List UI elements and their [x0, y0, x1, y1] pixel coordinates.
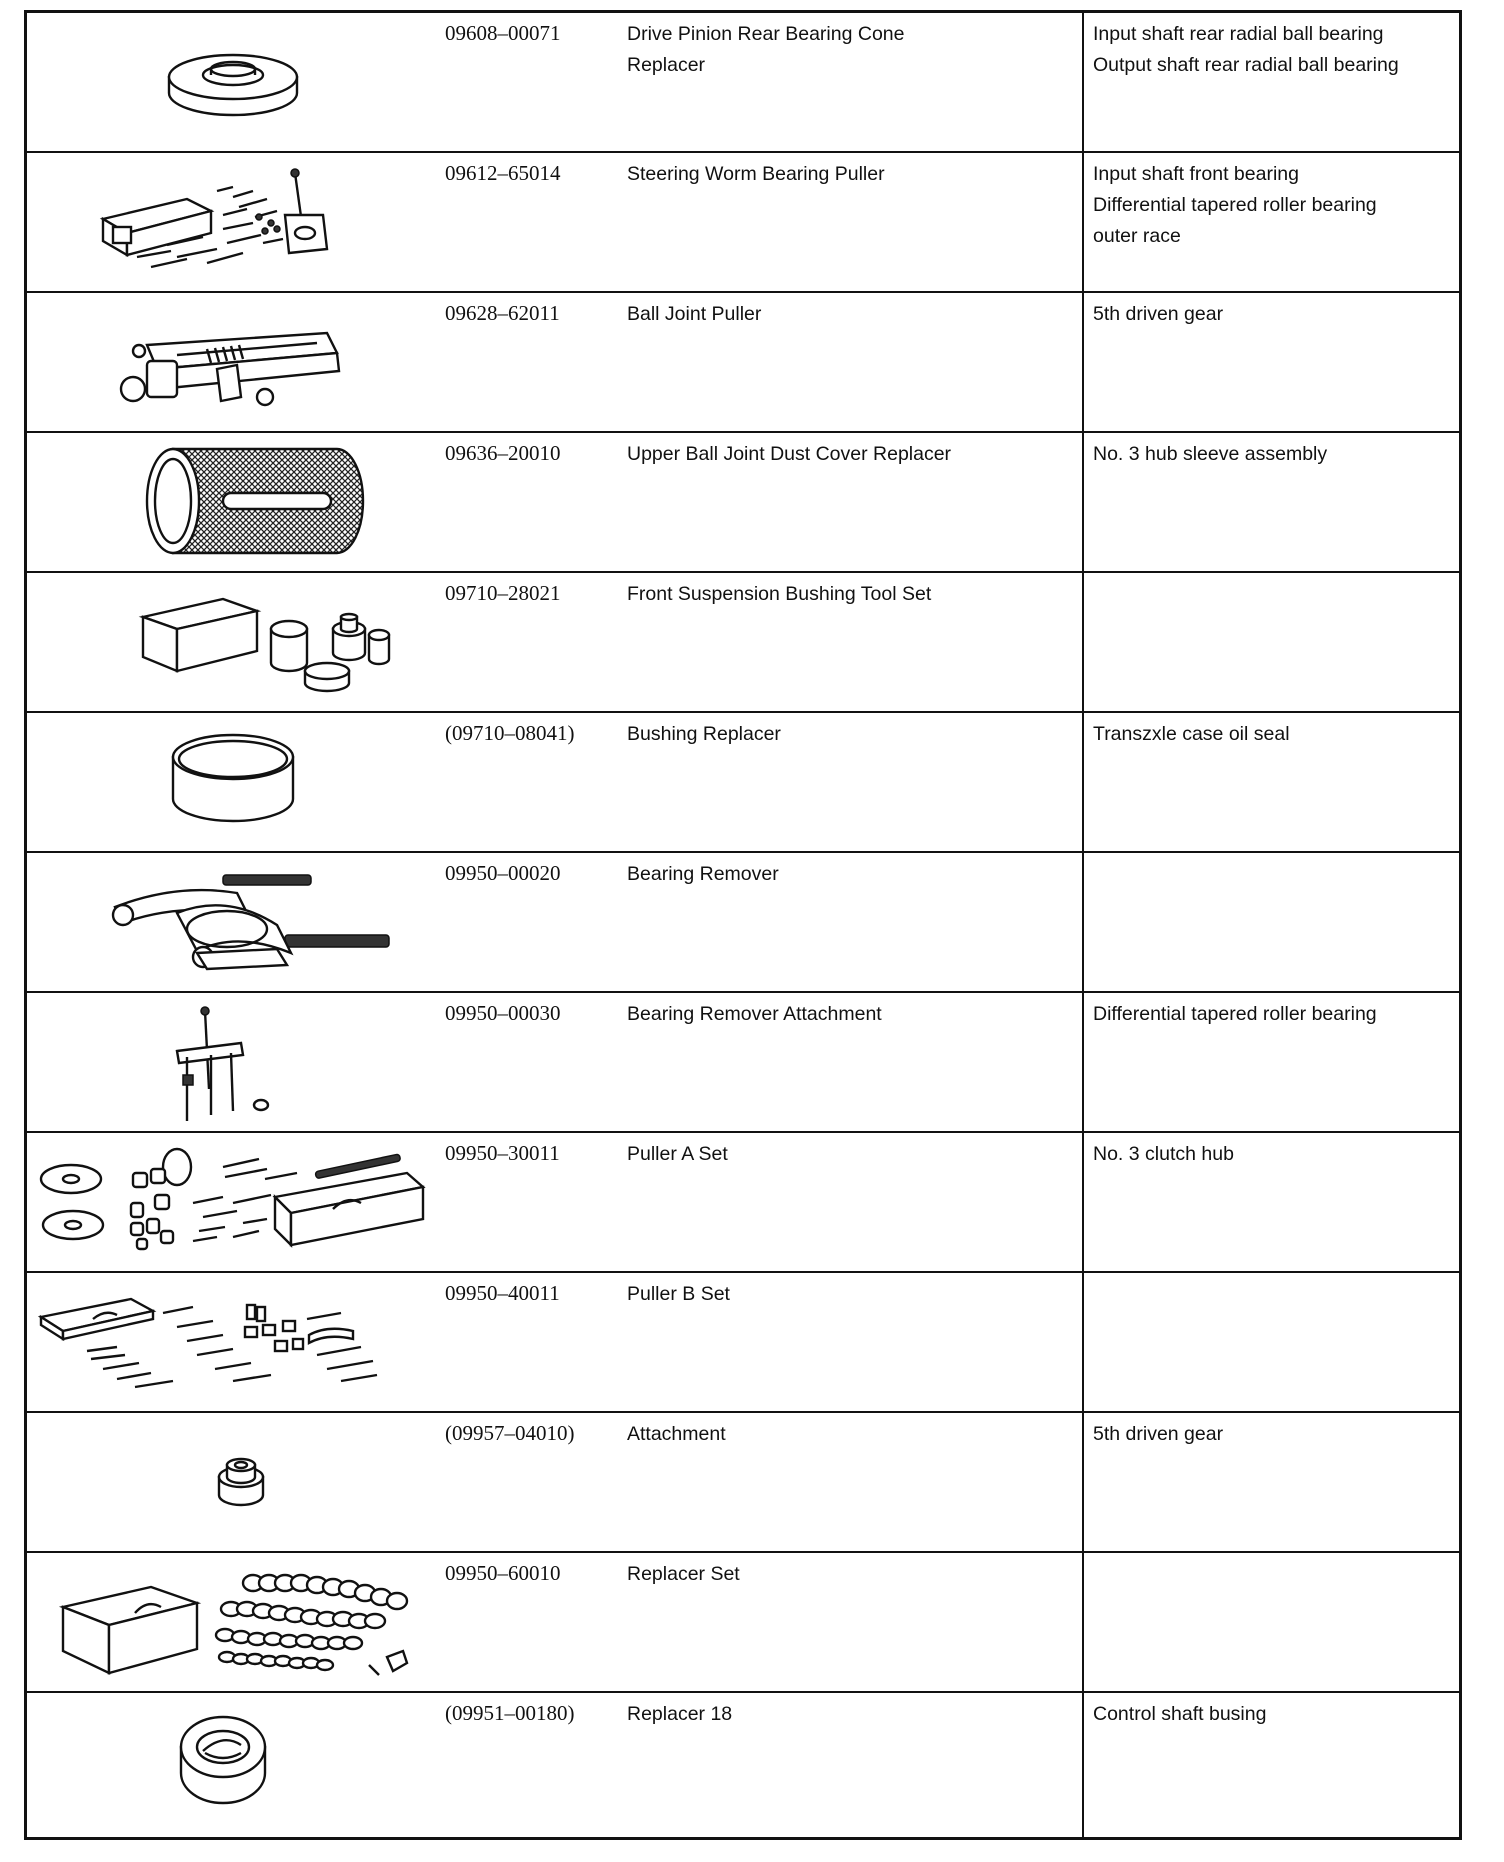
puller-b-set-illustration: [27, 1273, 437, 1413]
table-row: [27, 993, 1459, 1133]
usage-line: outer race: [1093, 225, 1181, 247]
part-name: Bushing Replacer: [627, 723, 781, 745]
part-name: Ball Joint Puller: [627, 303, 762, 325]
bearing-remover-illustration: [27, 853, 437, 993]
part-name: Drive Pinion Rear Bearing Cone Replacer: [627, 23, 905, 76]
usage: [1093, 999, 1458, 1030]
part-number: 09612–65014: [445, 161, 561, 185]
usage-line: Input shaft front bearing: [1093, 163, 1299, 185]
usage-line: Control shaft busing: [1093, 1703, 1267, 1725]
usage-line: Output shaft rear radial ball bearing: [1093, 54, 1399, 76]
usage-line: 5th driven gear: [1093, 1423, 1224, 1445]
dust-cover-replacer-illustration: [27, 433, 437, 573]
part-number: 09950–00030: [445, 1001, 561, 1025]
remover-attachment-illustration: [27, 993, 437, 1133]
part-number: (09951–00180): [445, 1701, 575, 1725]
special-tools-table: [24, 10, 1462, 1840]
usage-line: No. 3 hub sleeve assembly: [1093, 443, 1328, 465]
usage: [1093, 1139, 1458, 1170]
part-name: Replacer Set: [627, 1563, 740, 1585]
part-number: 09628–62011: [445, 301, 560, 325]
usage: [1093, 19, 1458, 81]
replacer-set-illustration: [27, 1553, 437, 1693]
part-number: 09636–20010: [445, 441, 561, 465]
usage-line: No. 3 clutch hub: [1093, 1143, 1234, 1165]
part-number: 09950–40011: [445, 1281, 560, 1305]
bushing-tool-set-illustration: [27, 573, 437, 713]
usage-line: Input shaft rear radial ball bearing: [1093, 23, 1384, 45]
table-row: [27, 1553, 1459, 1693]
table-row: [27, 713, 1459, 853]
attachment-illustration: [27, 1413, 437, 1553]
worm-bearing-puller-illustration: [27, 153, 437, 293]
table-row: [27, 293, 1459, 433]
part-name: Bearing Remover: [627, 863, 779, 885]
usage: [1093, 1419, 1458, 1450]
bushing-replacer-illustration: [27, 713, 437, 853]
part-number: 09950–60010: [445, 1561, 561, 1585]
table-row: [27, 13, 1459, 153]
usage: [1093, 439, 1458, 470]
usage-line: Transzxle case oil seal: [1093, 723, 1290, 745]
part-number: (09957–04010): [445, 1421, 575, 1445]
part-number: 09950–30011: [445, 1141, 560, 1165]
part-number: 09950–00020: [445, 861, 561, 885]
usage: [1093, 719, 1458, 750]
part-name: Steering Worm Bearing Puller: [627, 163, 885, 185]
ball-joint-puller-illustration: [27, 293, 437, 433]
part-name: Front Suspension Bushing Tool Set: [627, 583, 932, 605]
usage-line: Differential tapered roller bearing: [1093, 1003, 1377, 1025]
bearing-cone-replacer-illustration: [27, 13, 437, 153]
usage-line: Differential tapered roller bearing: [1093, 194, 1377, 216]
table-row: [27, 153, 1459, 293]
puller-a-set-illustration: [27, 1133, 437, 1273]
usage: [1093, 1699, 1458, 1730]
part-name: Bearing Remover Attachment: [627, 1003, 882, 1025]
replacer-18-illustration: [27, 1693, 437, 1833]
part-name: Puller B Set: [627, 1283, 730, 1305]
part-number: 09710–28021: [445, 581, 561, 605]
table-row: [27, 1133, 1459, 1273]
part-name: Puller A Set: [627, 1143, 728, 1165]
table-row: [27, 853, 1459, 993]
part-number: (09710–08041): [445, 721, 575, 745]
usage-line: 5th driven gear: [1093, 303, 1224, 325]
table-row: [27, 1413, 1459, 1553]
part-name: Attachment: [627, 1423, 726, 1445]
table-row: [27, 433, 1459, 573]
table-row: [27, 573, 1459, 713]
usage: [1093, 299, 1458, 330]
part-name: Upper Ball Joint Dust Cover Replacer: [627, 443, 952, 465]
usage: [1093, 159, 1458, 252]
table-row: [27, 1273, 1459, 1413]
part-name: Replacer 18: [627, 1703, 733, 1725]
table-row: [27, 1693, 1459, 1833]
part-number: 09608–00071: [445, 21, 561, 45]
